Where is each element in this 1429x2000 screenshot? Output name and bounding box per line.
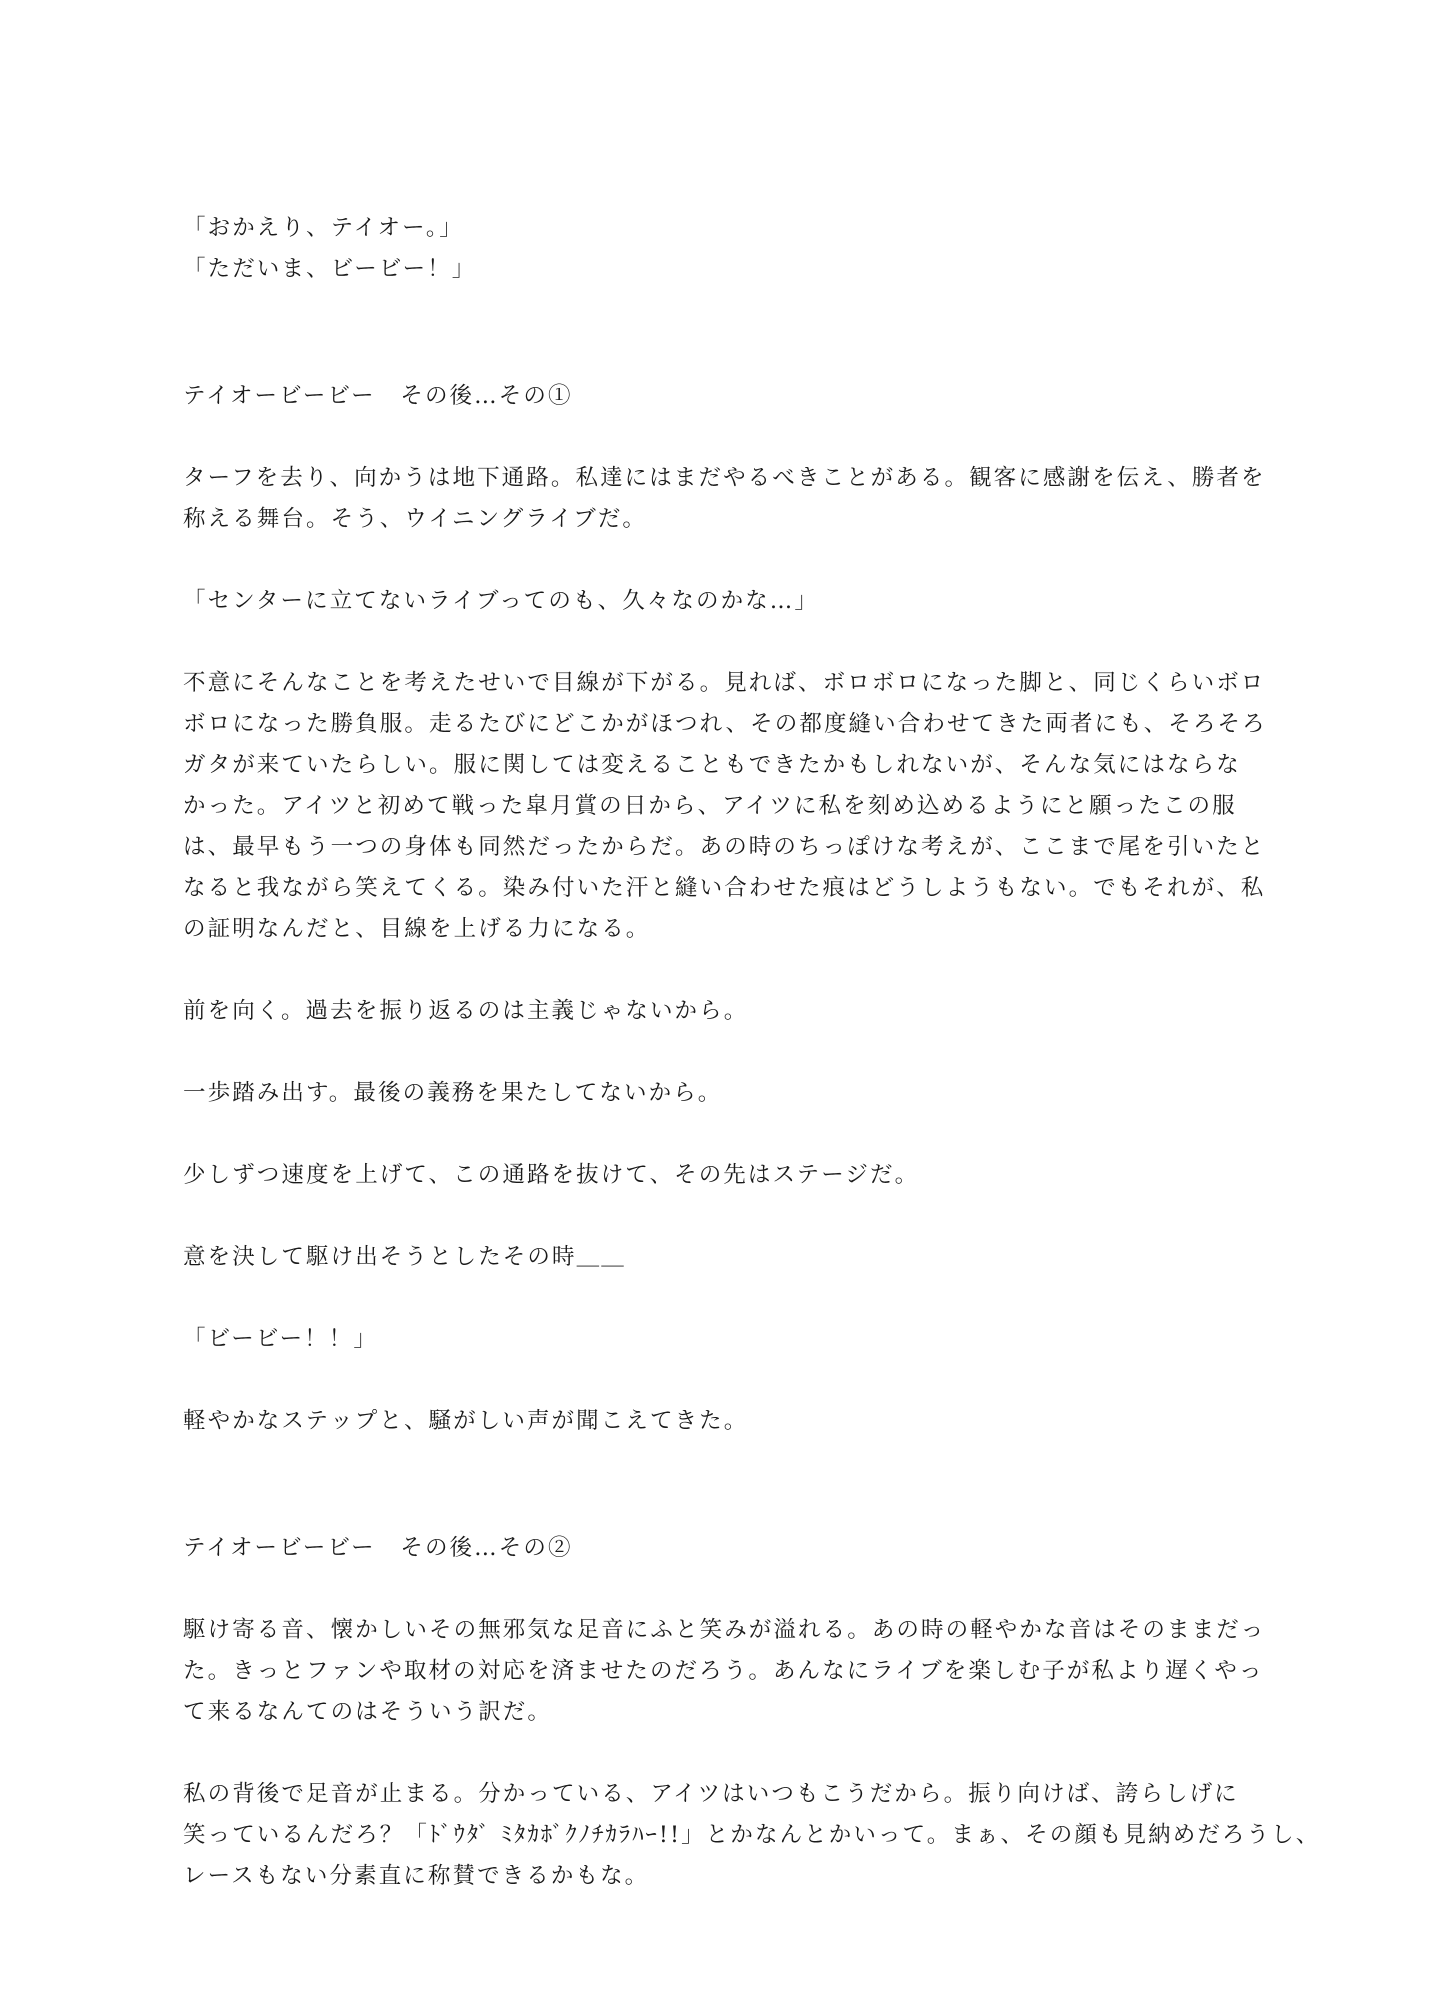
paragraph-line: 私の背後で足音が止まる。分かっている、アイツはいつもこうだから。振り向けば、誇らしげに xyxy=(183,1781,1239,1807)
dialogue-line: 「ただいま、ビービー！」 xyxy=(183,256,477,282)
paragraph-line: た。きっとファンや取材の対応を済ませたのだろう。あんなにライブを楽しむ子が私より遅くやっ xyxy=(183,1658,1264,1684)
paragraph-line: ターフを去り、向かうは地下通路。私達にはまだやるべきことがある。観客に感謝を伝え、勝者を xyxy=(183,465,1266,491)
paragraph-line: ボロになった勝負服。走るたびにどこかがほつれ、その都度縫い合わせてきた両者にも、そろそろ xyxy=(183,711,1267,737)
section-heading: テイオービービー その後…その① xyxy=(183,383,573,409)
dialogue-line: 「ビービー！！」 xyxy=(183,1326,379,1352)
paragraph-line: 不意にそんなことを考えたせいで目線が下がる。見れば、ボロボロになった脚と、同じくらいボロ xyxy=(183,670,1266,696)
paragraph-line: 意を決して駆け出そうとしたその時＿＿ xyxy=(183,1244,626,1270)
paragraph-line: 前を向く。過去を振り返るのは主義じゃないから。 xyxy=(183,998,749,1024)
paragraph-line: 軽やかなステップと、騒がしい声が聞こえてきた。 xyxy=(183,1408,749,1434)
paragraph-line: 駆け寄る音、懐かしいその無邪気な足音にふと笑みが溢れる。あの時の軽やかな音はそのままだっ xyxy=(183,1617,1266,1643)
paragraph-line: の証明なんだと、目線を上げる力になる。 xyxy=(183,916,651,942)
paragraph-line: かった。アイツと初めて戦った皐月賞の日から、アイツに私を刻め込めるようにと願ったこの服 xyxy=(183,793,1237,819)
document-page xyxy=(183,208,1321,1897)
dialogue-line: 「おかえり、テイオー。」 xyxy=(183,215,464,241)
paragraph-line: レースもない分素直に称賛できるかもな。 xyxy=(183,1863,650,1889)
dialogue-line: 「センターに立てないライブってのも、久々なのかな…」 xyxy=(183,588,820,614)
paragraph-line: 称える舞台。そう、ウイニングライブだ。 xyxy=(183,506,648,532)
paragraph-line: 少しずつ速度を上げて、この通路を抜けて、その先はステージだ。 xyxy=(183,1162,920,1188)
paragraph-line: 一歩踏み出す。最後の義務を果たしてないから。 xyxy=(183,1080,723,1106)
paragraph-line: は、最早もう一つの身体も同然だったからだ。あの時のちっぽけな考えが、ここまで尾を引いたと xyxy=(183,834,1266,860)
paragraph-line: ガタが来ていたらしい。服に関しては変えることもできたかもしれないが、そんな気にはならな xyxy=(183,752,1241,778)
paragraph-line: なると我ながら笑えてくる。染み付いた汗と縫い合わせた痕はどうしようもない。でもそれが、私 xyxy=(183,875,1266,901)
paragraph-line: 笑っているんだろ？「ﾄﾞｳﾀﾞ ﾐﾀｶﾎﾞｸﾉﾁｶﾗﾊｰ!!」とかなんとかいって。まぁ、その顔も見納めだろうし、 xyxy=(183,1822,1321,1848)
section-heading: テイオービービー その後…その② xyxy=(183,1535,573,1561)
paragraph-line: て来るなんてのはそういう訳だ。 xyxy=(183,1699,553,1725)
